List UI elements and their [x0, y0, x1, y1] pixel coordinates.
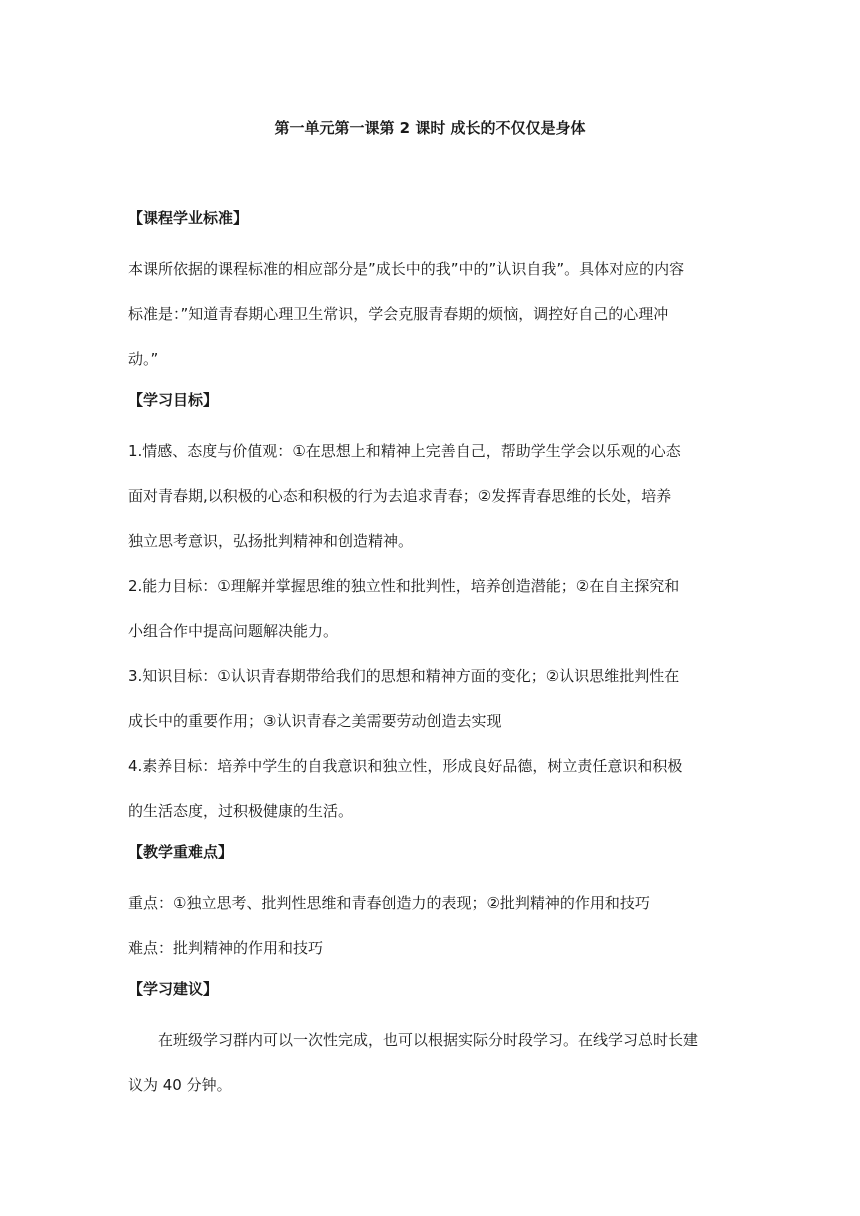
key-points-paragraph [128, 881, 732, 971]
document-body [128, 203, 732, 1111]
standard-paragraph [128, 247, 732, 382]
section-learning-goals [128, 385, 732, 834]
section-heading-goals: 【学习目标】 [128, 391, 219, 409]
goal-item-3 [128, 654, 732, 744]
goal-item-1 [128, 429, 732, 564]
advice-paragraph [128, 1018, 732, 1108]
goal-2-line-2: 小组合作中提高问题解决能力。 [128, 622, 339, 640]
section-heading-key-points: 【教学重难点】 [128, 843, 234, 861]
goal-1-line-3: 独立思考意识，弘扬批判精神和创造精神。 [128, 532, 414, 550]
goal-1-line-1: 1.情感、态度与价值观：①在思想上和精神上完善自己，帮助学生学会以乐观的心态 [128, 442, 681, 460]
goal-item-4 [128, 744, 732, 834]
advice-line-1: 在班级学习群内可以一次性完成，也可以根据实际分时段学习。在线学习总时长建 [158, 1031, 699, 1049]
advice-line-2: 议为 40 分钟。 [128, 1076, 232, 1094]
goal-item-2 [128, 564, 732, 654]
section-course-standard [128, 203, 732, 382]
section-key-points [128, 837, 732, 971]
section-heading-standard: 【课程学业标准】 [128, 209, 249, 227]
standard-line-2: 标准是：”知道青春期心理卫生常识，学会克服青春期的烦恼，调控好自己的心理冲 [128, 305, 669, 323]
standard-line-1: 本课所依据的课程标准的相应部分是”成长中的我”中的”认识自我”。具体对应的内容 [128, 260, 685, 278]
key-point-line: 重点：①独立思考、批判性思维和青春创造力的表现；②批判精神的作用和技巧 [128, 894, 650, 912]
section-study-advice [128, 974, 732, 1108]
goal-1-line-2: 面对青春期,以积极的心态和积极的行为去追求青春；②发挥青春思维的长处，培养 [128, 487, 672, 505]
goal-4-line-1: 4.素养目标：培养中学生的自我意识和独立性，形成良好品德，树立责任意识和积极 [128, 757, 683, 775]
document-title: 第一单元第一课第 2 课时 成长的不仅仅是身体 [274, 119, 586, 137]
goal-4-line-2: 的生活态度，过积极健康的生活。 [128, 802, 354, 820]
section-heading-advice: 【学习建议】 [128, 980, 219, 998]
difficult-point-line: 难点：批判精神的作用和技巧 [128, 939, 324, 957]
goal-3-line-1: 3.知识目标：①认识青春期带给我们的思想和精神方面的变化；②认识思维批判性在 [128, 667, 680, 685]
standard-line-3: 动。” [128, 350, 159, 368]
goal-2-line-1: 2.能力目标：①理解并掌握思维的独立性和批判性，培养创造潜能；②在自主探究和 [128, 577, 680, 595]
goal-3-line-2: 成长中的重要作用；③认识青春之美需要劳动创造去实现 [128, 712, 502, 730]
